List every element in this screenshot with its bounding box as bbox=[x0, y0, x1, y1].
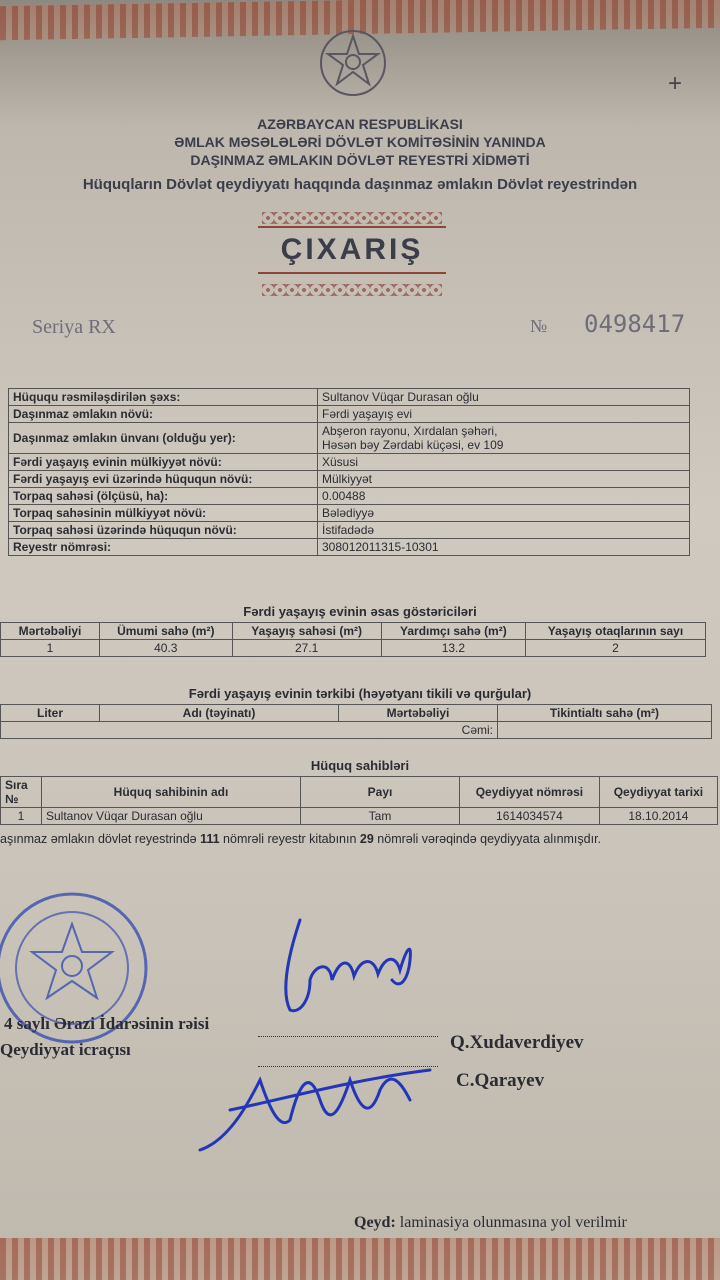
info-label: Torpaq sahəsi üzərində hüququn növü: bbox=[9, 522, 318, 539]
signature-line-1 bbox=[258, 1036, 438, 1037]
series-label: Seriya RX bbox=[32, 316, 116, 338]
address-line-1: Abşeron rayonu, Xırdalan şəhəri, bbox=[322, 424, 498, 438]
info-value: Sultanov Vüqar Durasan oğlu bbox=[318, 389, 690, 406]
table-row bbox=[9, 389, 690, 406]
footer-note bbox=[354, 1214, 627, 1232]
header-subtitle: Hüquqların Dövlət qeydiyyatı haqqında daşınmaz əmlakın Dövlət reyestrindən bbox=[82, 176, 638, 193]
table-row bbox=[9, 539, 690, 556]
owners-table bbox=[0, 776, 718, 825]
column-header: Tikintialtı sahə (m²) bbox=[498, 705, 712, 722]
table-cell: 2 bbox=[525, 640, 705, 657]
info-value: 0.00488 bbox=[318, 488, 690, 505]
info-label: Daşınmaz əmlakın ünvanı (olduğu yer): bbox=[9, 423, 318, 454]
info-label: Reyestr nömrəsi: bbox=[9, 539, 318, 556]
column-header: Liter bbox=[1, 705, 100, 722]
info-label: Hüququ rəsmiləşdirilən şəxs: bbox=[9, 389, 318, 406]
table-cell: Sultanov Vüqar Durasan oğlu bbox=[42, 808, 301, 825]
info-value bbox=[318, 423, 690, 454]
number-symbol: № bbox=[530, 316, 548, 336]
table-cell: 40.3 bbox=[100, 640, 233, 657]
table-cell: 13.2 bbox=[381, 640, 525, 657]
total-label: Cəmi: bbox=[1, 722, 498, 739]
info-label: Torpaq sahəsi (ölçüsü, ha): bbox=[9, 488, 318, 505]
column-header: Qeydiyyat tarixi bbox=[599, 777, 717, 808]
signatory-role-executor: Qeydiyyat icraçısı bbox=[0, 1040, 131, 1059]
column-header: Yardımçı sahə (m²) bbox=[381, 623, 525, 640]
info-label: Fərdi yaşayış evinin mülkiyyət növü: bbox=[9, 454, 318, 471]
title-frame bbox=[258, 226, 446, 274]
table-row bbox=[1, 640, 706, 657]
registry-note-post: nömrəli vərəqində qeydiyyata alınmışdır. bbox=[373, 832, 602, 846]
signature-1-icon bbox=[270, 910, 440, 1020]
table-row bbox=[9, 454, 690, 471]
indicators-title: Fərdi yaşayış evinin əsas göstəriciləri bbox=[243, 604, 477, 619]
header-service: DAŞINMAZ ƏMLAKIN DÖVLƏT REYESTRİ XİDMƏTİ bbox=[190, 152, 530, 168]
column-header: Payı bbox=[301, 777, 460, 808]
info-value: İstifadədə bbox=[318, 522, 690, 539]
document-number: 0498417 bbox=[584, 310, 686, 338]
table-cell: 1 bbox=[1, 640, 100, 657]
column-header: Yaşayış sahəsi (m²) bbox=[232, 623, 381, 640]
table-row bbox=[1, 722, 712, 739]
registry-page-number: 29 bbox=[359, 832, 374, 846]
signatory-name-1: Q.Xudaverdiyev bbox=[450, 1032, 584, 1053]
info-table bbox=[8, 388, 690, 556]
column-header: Adı (təyinatı) bbox=[100, 705, 339, 722]
table-row bbox=[9, 406, 690, 423]
document-title: ÇIXARIŞ bbox=[280, 233, 424, 266]
info-value: Bələdiyyə bbox=[318, 505, 690, 522]
table-cell: 18.10.2014 bbox=[599, 808, 717, 825]
info-value: Xüsusi bbox=[318, 454, 690, 471]
column-header: Ümumi sahə (m²) bbox=[100, 623, 233, 640]
title-ornament-bottom bbox=[262, 284, 442, 296]
info-label: Fərdi yaşayış evi üzərində hüququn növü: bbox=[9, 471, 318, 488]
registry-note-mid: nömrəli reyestr kitabının bbox=[219, 832, 360, 846]
table-header-row bbox=[1, 777, 718, 808]
registry-note-pre: aşınmaz əmlakın dövlət reyestrində bbox=[0, 832, 201, 846]
info-label: Daşınmaz əmlakın növü: bbox=[9, 406, 318, 423]
header-committee: ƏMLAK MƏSƏLƏLƏRİ DÖVLƏT KOMİTƏSİNİN YANINDA bbox=[174, 134, 546, 150]
header-republic: AZƏRBAYCAN RESPUBLİKASI bbox=[257, 116, 463, 132]
table-row bbox=[9, 522, 690, 539]
owners-title: Hüquq sahibləri bbox=[310, 758, 410, 773]
table-cell: 27.1 bbox=[232, 640, 381, 657]
table-row bbox=[9, 505, 690, 522]
column-header: Mərtəbəliyi bbox=[1, 623, 100, 640]
column-header: Qeydiyyat nömrəsi bbox=[460, 777, 600, 808]
table-cell: Tam bbox=[301, 808, 460, 825]
info-value: 308012011315-10301 bbox=[318, 539, 690, 556]
table-header-row bbox=[1, 623, 706, 640]
footer-label: Qeyd: bbox=[354, 1214, 396, 1231]
table-row bbox=[9, 488, 690, 505]
state-emblem-icon bbox=[318, 28, 388, 98]
bottom-ornament-border bbox=[0, 1238, 720, 1280]
column-header: Mərtəbəliyi bbox=[339, 705, 498, 722]
column-header: Hüquq sahibinin adı bbox=[42, 777, 301, 808]
signature-2-icon bbox=[190, 1040, 440, 1160]
signatory-role-head: 4 saylı Ərazi İdarəsinin rəisi bbox=[4, 1014, 210, 1033]
title-ornament-top bbox=[262, 212, 442, 224]
table-cell: 1 bbox=[1, 808, 42, 825]
info-label: Torpaq sahəsinin mülkiyyət növü: bbox=[9, 505, 318, 522]
column-header: Yaşayış otaqlarının sayı bbox=[525, 623, 705, 640]
footer-text: laminasiya olunmasına yol verilmir bbox=[395, 1214, 627, 1231]
composition-title: Fərdi yaşayış evinin tərkibi (həyətyanı tikili və qurğular) bbox=[188, 686, 532, 701]
registry-book-number: 111 bbox=[200, 832, 220, 846]
total-value bbox=[498, 722, 712, 739]
table-row bbox=[1, 808, 718, 825]
table-row bbox=[9, 423, 690, 454]
composition-table bbox=[0, 704, 712, 739]
column-header: Sıra № bbox=[1, 777, 42, 808]
info-value: Mülkiyyət bbox=[318, 471, 690, 488]
signatory-name-2: C.Qarayev bbox=[456, 1070, 545, 1091]
table-row bbox=[9, 471, 690, 488]
registry-note bbox=[0, 832, 720, 846]
info-value: Fərdi yaşayış evi bbox=[318, 406, 690, 423]
table-header-row bbox=[1, 705, 712, 722]
table-cell: 1614034574 bbox=[460, 808, 600, 825]
indicators-table bbox=[0, 622, 706, 657]
address-line-2: Həsən bəy Zərdabi küçəsi, ev 109 bbox=[322, 438, 504, 452]
plus-mark: + bbox=[668, 70, 683, 97]
